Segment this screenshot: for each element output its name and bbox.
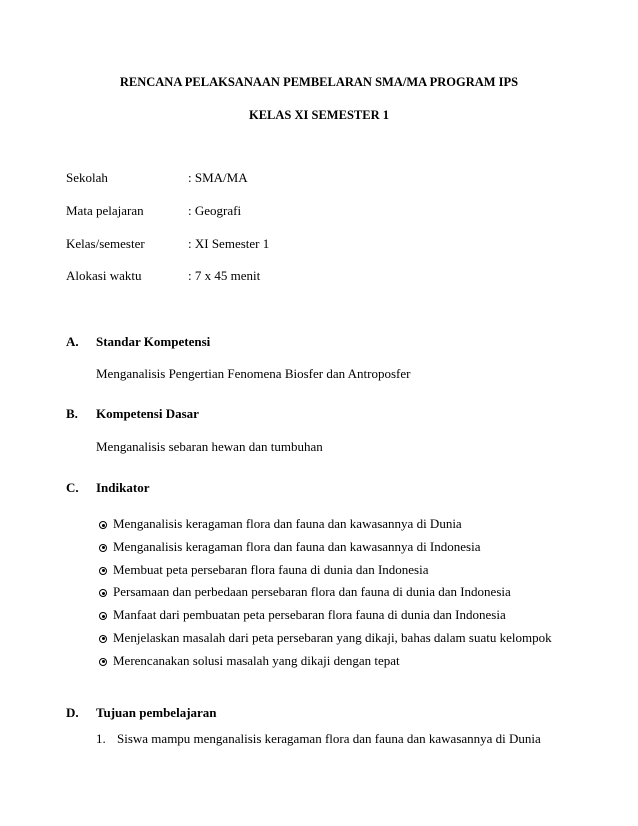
section-a-letter: A.	[66, 334, 79, 349]
list-item-text: Persamaan dan perbedaan persebaran flora dan fauna di dunia dan Indonesia	[113, 584, 511, 600]
list-item-text: Merencanakan solusi masalah yang dikaji dengan tepat	[113, 652, 400, 668]
identity-value: : XI Semester 1	[188, 236, 270, 251]
identity-value: : SMA/MA	[188, 170, 248, 185]
section-c-letter: C.	[66, 480, 79, 495]
section-b-letter: B.	[66, 406, 78, 421]
list-item-text: Menjelaskan masalah dari peta persebaran yang dikaji, bahas dalam suatu kelompok	[113, 629, 552, 645]
bullet-icon	[99, 544, 107, 552]
list-item-number: 1.	[96, 731, 106, 746]
list-item-text: Menganalisis keragaman flora dan fauna dan kawasannya di Indonesia	[113, 538, 481, 554]
bullet-icon	[99, 658, 107, 666]
section-d-letter: D.	[66, 705, 79, 720]
identity-value: : 7 x 45 menit	[188, 268, 261, 283]
list-item-text: Menganalisis keragaman flora dan fauna dan kawasannya di Dunia	[113, 516, 462, 531]
list-item-text: Siswa mampu menganalisis keragaman flora dan fauna dan kawasannya di Dunia	[117, 731, 541, 746]
document-subtitle: KELAS XI SEMESTER 1	[249, 108, 389, 122]
section-b-title: Kompetensi Dasar	[96, 406, 199, 421]
section-d-title: Tujuan pembelajaran	[96, 705, 217, 720]
document-title: RENCANA PELAKSANAAN PEMBELARAN SMA/MA PROGRAM IPS	[119, 75, 519, 89]
list-item-text: Membuat peta persebaran flora fauna di dunia dan Indonesia	[113, 561, 429, 577]
identity-label: Kelas/semester	[66, 236, 145, 251]
section-a-body: Menganalisis Pengertian Fenomena Biosfer dan Antroposfer	[96, 366, 411, 381]
bullet-icon	[99, 612, 107, 620]
bullet-icon	[99, 521, 107, 529]
identity-label: Alokasi waktu	[66, 268, 142, 283]
identity-label: Sekolah	[66, 170, 108, 185]
section-c-title: Indikator	[96, 480, 150, 495]
section-b-body: Menganalisis sebaran hewan dan tumbuhan	[96, 439, 323, 454]
identity-label: Mata pelajaran	[66, 203, 144, 218]
bullet-icon	[99, 567, 107, 575]
section-a-title: Standar Kompetensi	[96, 334, 211, 349]
bullet-icon	[99, 589, 107, 597]
list-item-text: Manfaat dari pembuatan peta persebaran flora fauna di dunia dan Indonesia	[113, 607, 506, 623]
bullet-icon	[99, 635, 107, 643]
identity-value: : Geografi	[188, 203, 242, 218]
